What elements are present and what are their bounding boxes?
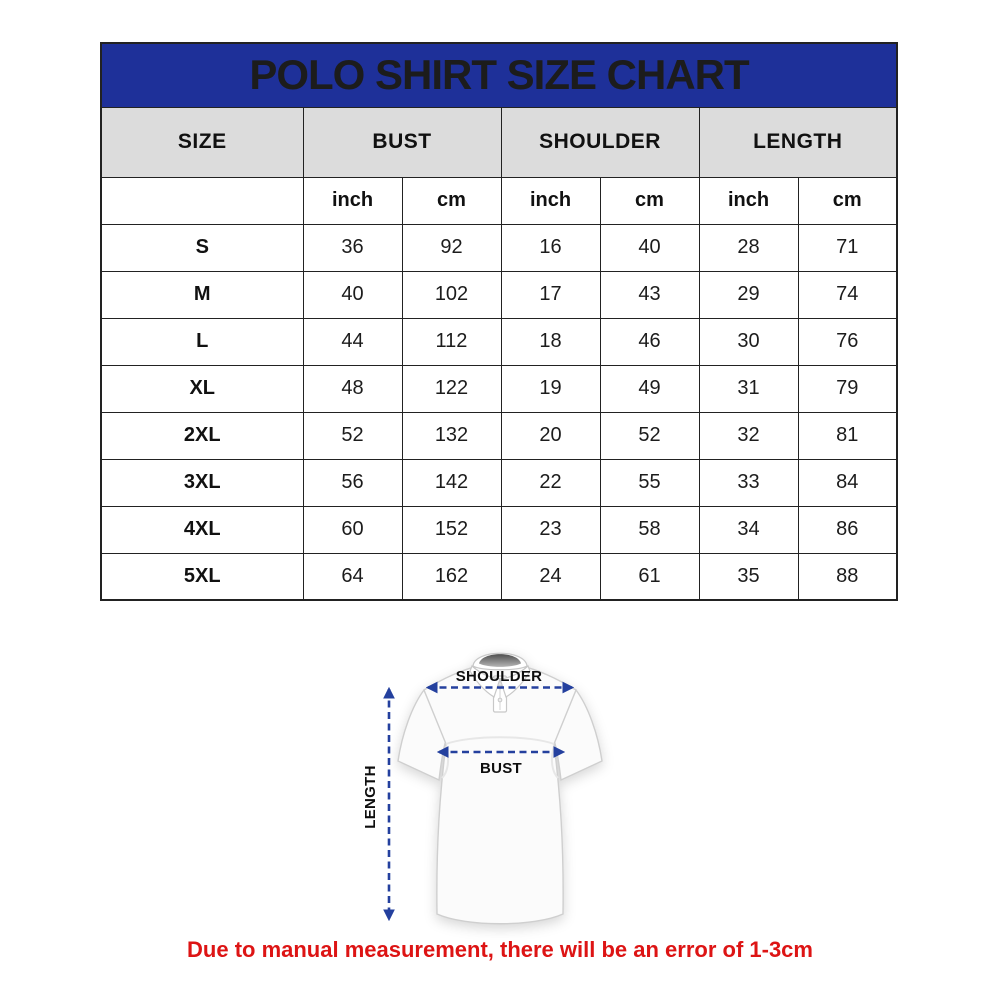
unit-header-bust-inch: inch [303, 177, 402, 224]
value-cell: 76 [798, 318, 897, 365]
value-cell: 18 [501, 318, 600, 365]
value-cell: 16 [501, 224, 600, 271]
value-cell: 79 [798, 365, 897, 412]
value-cell: 74 [798, 271, 897, 318]
value-cell: 44 [303, 318, 402, 365]
table-row-l [101, 318, 897, 365]
value-cell: 22 [501, 459, 600, 506]
table-row-5xl [101, 553, 897, 600]
value-cell: 52 [303, 412, 402, 459]
value-cell: 112 [402, 318, 501, 365]
unit-header-shoulder-inch: inch [501, 177, 600, 224]
value-cell: 162 [402, 553, 501, 600]
value-cell: 81 [798, 412, 897, 459]
page-title: POLO SHIRT SIZE CHART [101, 43, 897, 107]
table-row-s [101, 224, 897, 271]
polo-shirt-graphic [350, 640, 650, 940]
col-header-size: SIZE [101, 107, 303, 177]
value-cell: 71 [798, 224, 897, 271]
unit-header-length-inch: inch [699, 177, 798, 224]
value-cell: 40 [600, 224, 699, 271]
value-cell: 33 [699, 459, 798, 506]
value-cell: 43 [600, 271, 699, 318]
length-label: LENGTH [362, 765, 379, 829]
col-header-length: LENGTH [699, 107, 897, 177]
value-cell: 46 [600, 318, 699, 365]
value-cell: 58 [600, 506, 699, 553]
value-cell: 28 [699, 224, 798, 271]
value-cell: 31 [699, 365, 798, 412]
value-cell: 34 [699, 506, 798, 553]
value-cell: 17 [501, 271, 600, 318]
polo-shirt-figure [350, 640, 650, 940]
value-cell: 88 [798, 553, 897, 600]
table-row-3xl [101, 459, 897, 506]
value-cell: 84 [798, 459, 897, 506]
table-row-xl [101, 365, 897, 412]
unit-corner-cell [101, 177, 303, 224]
value-cell: 56 [303, 459, 402, 506]
size-cell: M [101, 271, 303, 318]
column-header-row [101, 107, 897, 177]
value-cell: 86 [798, 506, 897, 553]
measurement-disclaimer: Due to manual measurement, there will be an error of 1-3cm [187, 937, 813, 962]
unit-header-row [101, 177, 897, 224]
table-body [101, 224, 897, 600]
value-cell: 52 [600, 412, 699, 459]
value-cell: 102 [402, 271, 501, 318]
button [498, 698, 502, 702]
value-cell: 49 [600, 365, 699, 412]
bust-label: BUST [479, 760, 523, 777]
unit-header-length-cm: cm [798, 177, 897, 224]
size-chart-table [100, 42, 898, 601]
value-cell: 92 [402, 224, 501, 271]
value-cell: 60 [303, 506, 402, 553]
title-row [101, 43, 897, 107]
value-cell: 30 [699, 318, 798, 365]
table-row-4xl [101, 506, 897, 553]
value-cell: 152 [402, 506, 501, 553]
table-head [101, 43, 897, 224]
value-cell: 48 [303, 365, 402, 412]
value-cell: 35 [699, 553, 798, 600]
table-row-2xl [101, 412, 897, 459]
size-cell: 5XL [101, 553, 303, 600]
value-cell: 36 [303, 224, 402, 271]
value-cell: 55 [600, 459, 699, 506]
value-cell: 64 [303, 553, 402, 600]
shoulder-label: SHOULDER [455, 668, 543, 685]
value-cell: 40 [303, 271, 402, 318]
size-cell: S [101, 224, 303, 271]
unit-header-bust-cm: cm [402, 177, 501, 224]
value-cell: 61 [600, 553, 699, 600]
col-header-bust: BUST [303, 107, 501, 177]
unit-header-shoulder-cm: cm [600, 177, 699, 224]
value-cell: 132 [402, 412, 501, 459]
value-cell: 24 [501, 553, 600, 600]
value-cell: 20 [501, 412, 600, 459]
col-header-shoulder: SHOULDER [501, 107, 699, 177]
value-cell: 19 [501, 365, 600, 412]
value-cell: 32 [699, 412, 798, 459]
value-cell: 29 [699, 271, 798, 318]
value-cell: 23 [501, 506, 600, 553]
value-cell: 122 [402, 365, 501, 412]
table-row-m [101, 271, 897, 318]
size-cell: 2XL [101, 412, 303, 459]
value-cell: 142 [402, 459, 501, 506]
size-cell: XL [101, 365, 303, 412]
size-cell: L [101, 318, 303, 365]
size-cell: 3XL [101, 459, 303, 506]
size-cell: 4XL [101, 506, 303, 553]
polo-shirt [398, 653, 602, 924]
